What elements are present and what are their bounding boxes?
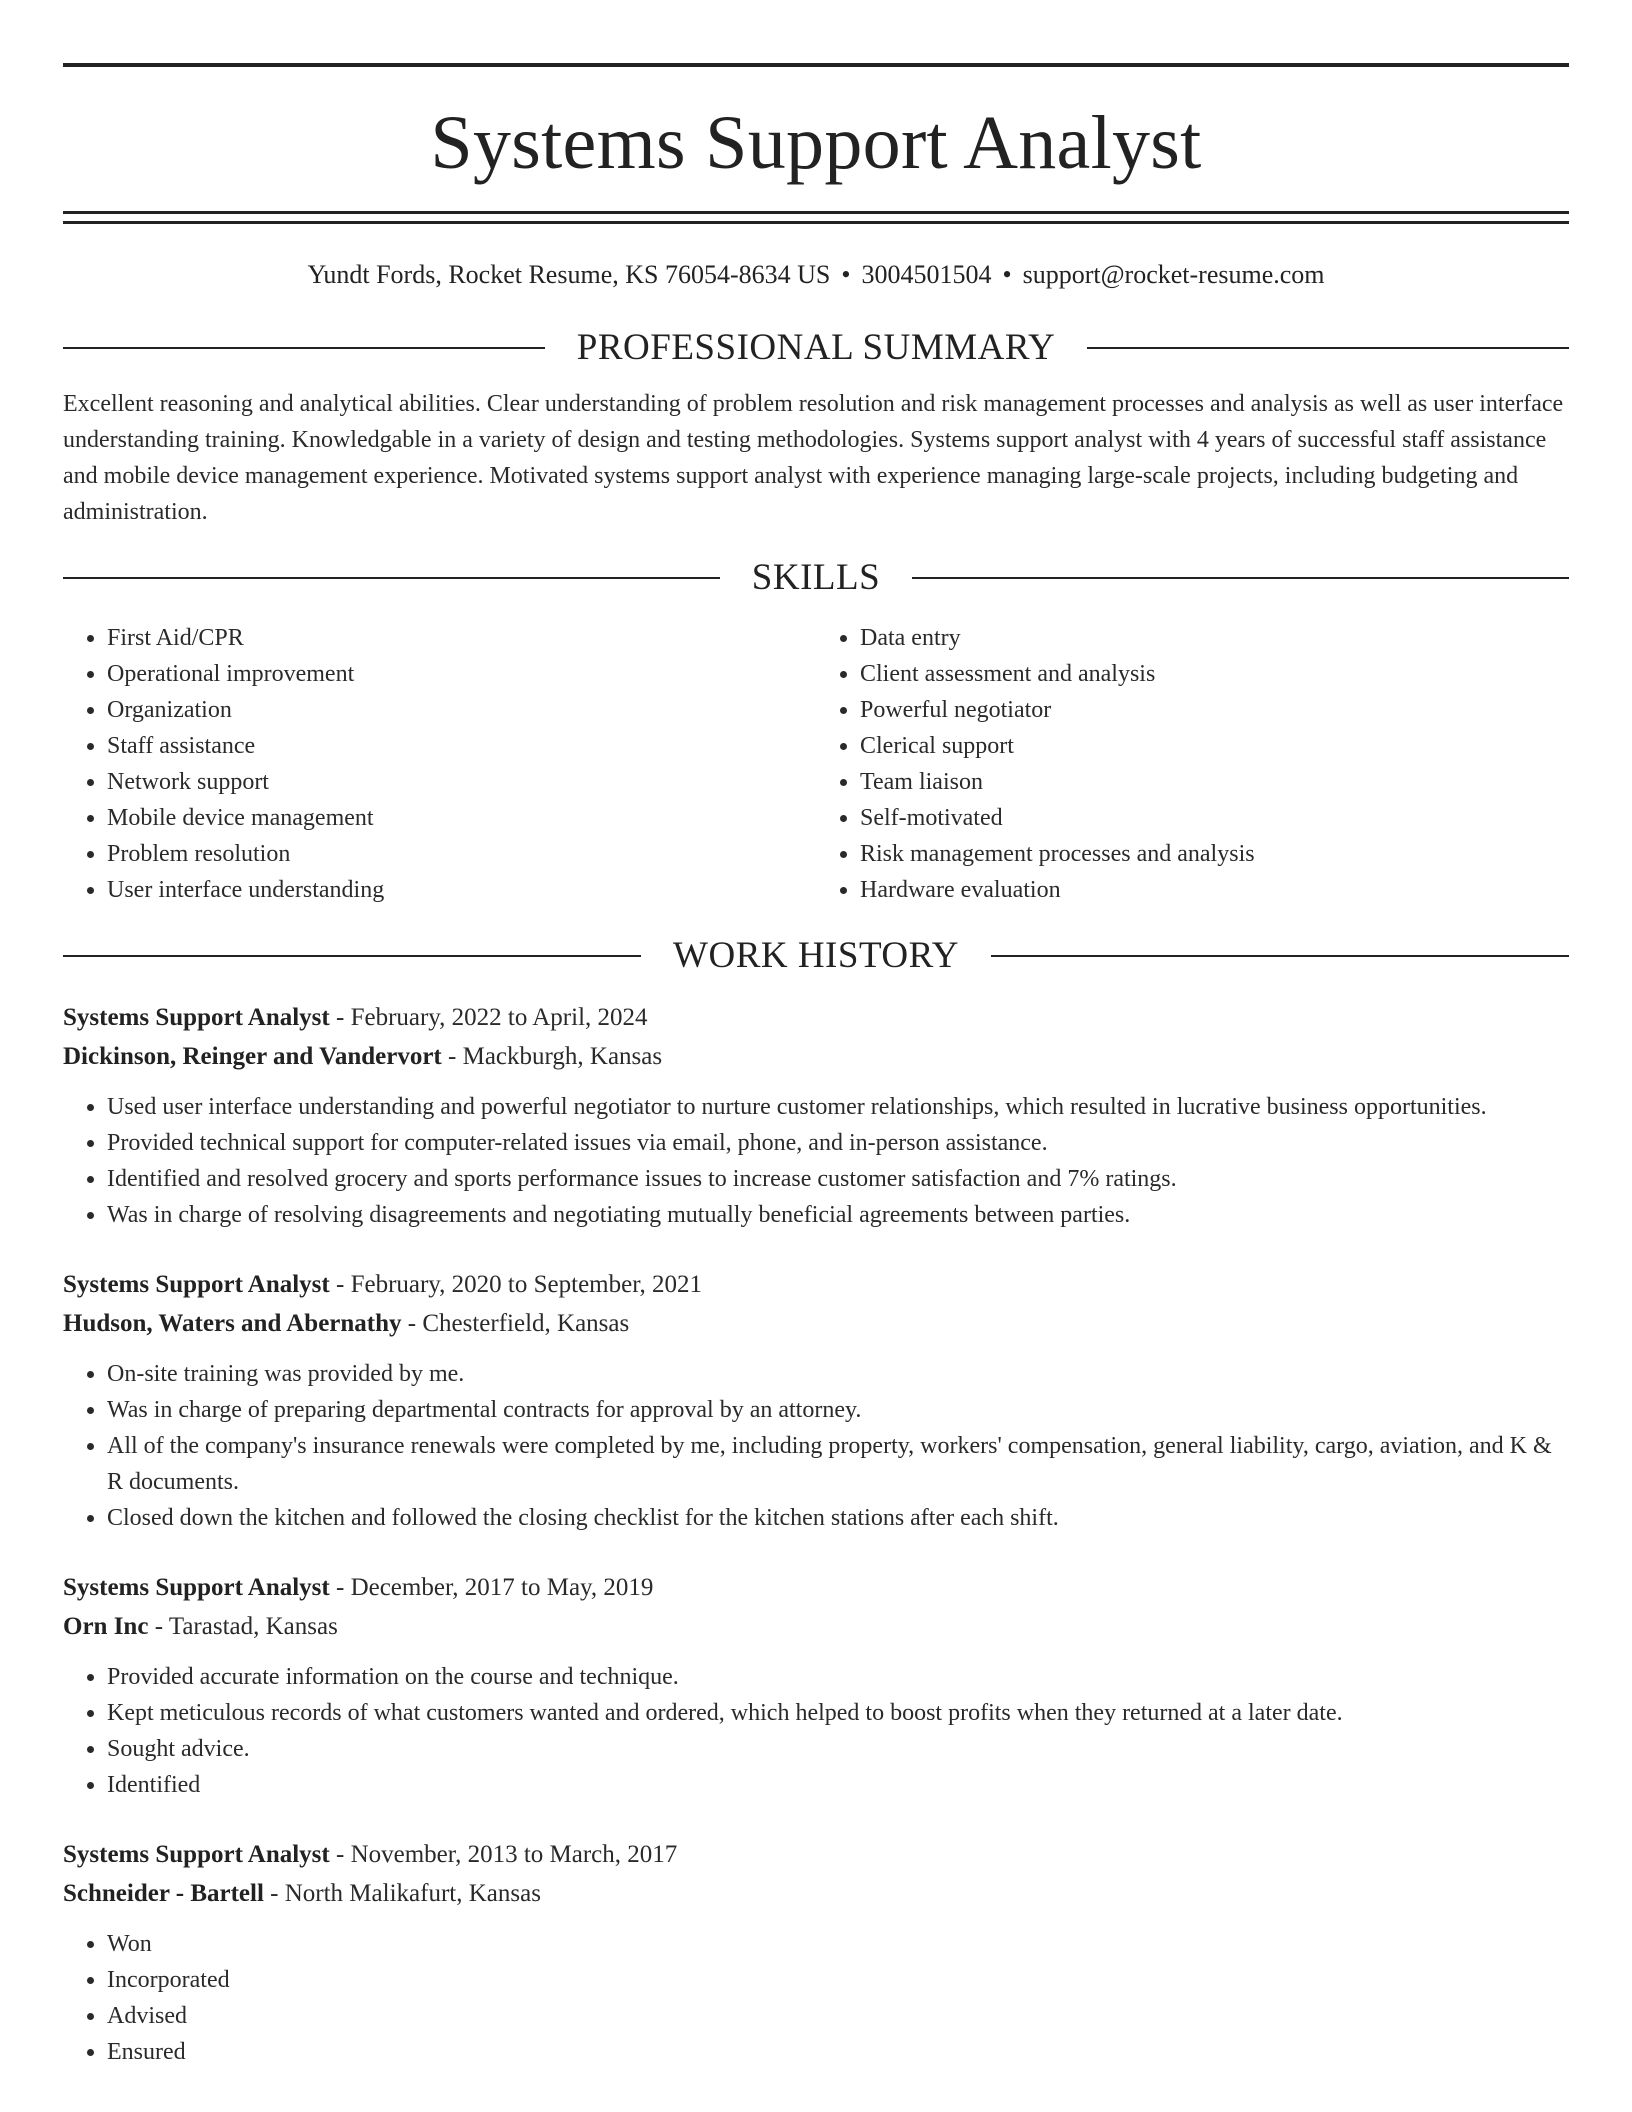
skill-item: • Data entry	[860, 620, 1569, 656]
job-entry	[63, 1568, 1569, 1803]
job-bullet: • Kept meticulous records of what customers wanted and ordered, which helped to boost profits when they returned at a later date.	[107, 1695, 1569, 1731]
job-title-line	[63, 998, 1569, 1037]
job-dash: -	[441, 1043, 463, 1070]
job-company-line	[63, 1874, 1569, 1913]
contact-line	[63, 260, 1569, 290]
divider	[1087, 347, 1569, 349]
skill-item: • Clerical support	[860, 728, 1569, 764]
skill-item: • Client assessment and analysis	[860, 656, 1569, 692]
divider	[912, 577, 1569, 579]
job-bullet: • All of the company's insurance renewals were completed by me, including property, workers' compensation, general liability, cargo, aviation, and K & R documents.	[107, 1428, 1569, 1500]
job-title-line	[63, 1265, 1569, 1304]
job-location: Tarastad, Kansas	[168, 1613, 338, 1640]
section-title-work-history: WORK HISTORY	[673, 935, 959, 976]
job-title-line	[63, 1835, 1569, 1874]
job-entry	[63, 998, 1569, 1233]
job-bullet: • Ensured	[107, 2034, 1569, 2070]
section-title-summary: PROFESSIONAL SUMMARY	[576, 327, 1056, 368]
job-bullet: • Advised	[107, 1998, 1569, 2034]
contact-email: support@rocket-resume.com	[1022, 260, 1325, 289]
job-dash: -	[401, 1310, 423, 1337]
job-title-line	[63, 1568, 1569, 1607]
section-title-skills: SKILLS	[751, 557, 881, 598]
skill-item: • Self-motivated	[860, 800, 1569, 836]
summary-text: Excellent reasoning and analytical abilities. Clear understanding of problem resolution and risk management processes and analysis as well as user interface understanding training. Knowledgable in a variety of design and testing methodologies. Systems support analyst with 4 years of successful staff assistance and mobile device management experience. Motivated systems support analyst with experience managing large-scale projects, including budgeting and administration.	[63, 391, 1564, 525]
skill-item: • User interface understanding	[107, 872, 816, 908]
job-bullet: • Was in charge of preparing departmental contracts for approval by an attorney.	[107, 1392, 1569, 1428]
job-bullets	[63, 1659, 1569, 1803]
job-entry	[63, 1265, 1569, 1536]
job-bullet: • On-site training was provided by me.	[107, 1356, 1569, 1392]
skills-column-right	[816, 620, 1569, 908]
divider	[63, 577, 720, 579]
divider	[991, 955, 1569, 957]
job-title: Systems Support Analyst	[63, 1271, 330, 1298]
job-entry	[63, 1835, 1569, 2070]
job-dash: -	[329, 1841, 351, 1868]
job-bullet: • Identified	[107, 1767, 1569, 1803]
job-dates: November, 2013 to March, 2017	[350, 1841, 678, 1868]
job-company: Orn Inc	[63, 1613, 149, 1640]
job-dash: -	[329, 1004, 351, 1031]
contact-separator: •	[841, 260, 851, 289]
section-header-work-history	[63, 936, 1569, 976]
skill-item: • Team liaison	[860, 764, 1569, 800]
skill-item: • Mobile device management	[107, 800, 816, 836]
contact-phone: 3004501504	[861, 260, 992, 289]
job-bullets	[63, 1356, 1569, 1536]
skill-item: • Risk management processes and analysis	[860, 836, 1569, 872]
job-dates: February, 2022 to April, 2024	[350, 1004, 648, 1031]
job-company-line	[63, 1607, 1569, 1646]
job-company: Hudson, Waters and Abernathy	[63, 1310, 402, 1337]
job-bullet: • Was in charge of resolving disagreements and negotiating mutually beneficial agreements between parties.	[107, 1197, 1569, 1233]
job-company: Schneider - Bartell	[63, 1880, 264, 1907]
job-company: Dickinson, Reinger and Vandervort	[63, 1043, 442, 1070]
skill-item: • Network support	[107, 764, 816, 800]
skill-item: • Operational improvement	[107, 656, 816, 692]
job-dates: February, 2020 to September, 2021	[350, 1271, 703, 1298]
contact-separator: •	[1002, 260, 1012, 289]
contact-address: Yundt Fords, Rocket Resume, KS 76054-8634 US	[307, 260, 831, 289]
job-bullet: • Incorporated	[107, 1962, 1569, 1998]
skills-list	[63, 620, 1569, 908]
job-dates: December, 2017 to May, 2019	[350, 1574, 654, 1601]
job-dash: -	[148, 1613, 169, 1640]
job-location: North Malikafurt, Kansas	[284, 1880, 541, 1907]
skill-item: • Problem resolution	[107, 836, 816, 872]
skill-item: • Powerful negotiator	[860, 692, 1569, 728]
skill-item: • First Aid/CPR	[107, 620, 816, 656]
job-dash: -	[329, 1574, 351, 1601]
job-bullet: • Identified and resolved grocery and sports performance issues to increase customer satisfaction and 7% ratings.	[107, 1161, 1569, 1197]
job-bullet: • Provided accurate information on the course and technique.	[107, 1659, 1569, 1695]
job-company-line	[63, 1037, 1569, 1076]
job-bullet: • Sought advice.	[107, 1731, 1569, 1767]
title-double-rule	[63, 211, 1569, 224]
job-title: Systems Support Analyst	[63, 1004, 330, 1031]
section-header-summary	[63, 328, 1569, 368]
divider	[63, 347, 545, 349]
job-bullets	[63, 1926, 1569, 2070]
job-dash: -	[329, 1271, 351, 1298]
skills-column-left	[63, 620, 816, 908]
skill-item: • Hardware evaluation	[860, 872, 1569, 908]
job-dash: -	[263, 1880, 285, 1907]
job-bullet: • Won	[107, 1926, 1569, 1962]
skill-item: • Organization	[107, 692, 816, 728]
job-bullet: • Closed down the kitchen and followed the closing checklist for the kitchen stations after each shift.	[107, 1500, 1569, 1536]
skill-item: • Staff assistance	[107, 728, 816, 764]
job-title: Systems Support Analyst	[63, 1841, 330, 1868]
job-location: Mackburgh, Kansas	[462, 1043, 663, 1070]
job-company-line	[63, 1304, 1569, 1343]
section-header-skills	[63, 558, 1569, 598]
job-bullet: • Provided technical support for computer-related issues via email, phone, and in-person assistance.	[107, 1125, 1569, 1161]
page-title: Systems Support Analyst	[430, 101, 1202, 185]
divider	[63, 955, 641, 957]
top-rule	[63, 63, 1569, 67]
job-title: Systems Support Analyst	[63, 1574, 330, 1601]
job-bullet: • Used user interface understanding and powerful negotiator to nurture customer relationships, which resulted in lucrative business opportunities.	[107, 1089, 1569, 1125]
job-location: Chesterfield, Kansas	[422, 1310, 630, 1337]
job-bullets	[63, 1089, 1569, 1233]
